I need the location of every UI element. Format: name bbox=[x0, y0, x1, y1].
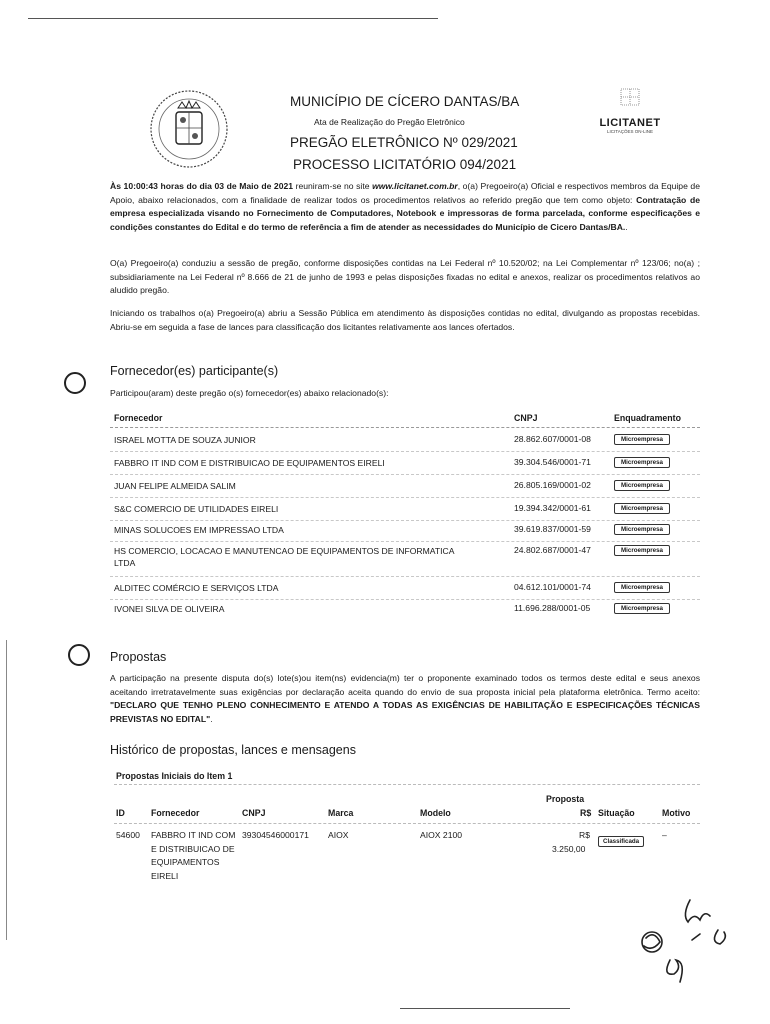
suppliers-subtitle: Participou(aram) deste pregão o(s) fornecedor(es) abaixo relacionado(s): bbox=[110, 388, 389, 398]
supplier-name: HS COMERCIO, LOCACAO E MANUTENCAO DE EQUIPAMENTOS DE INFORMATICA LTDA bbox=[114, 546, 454, 568]
supplier-cnpj: 04.612.101/0001-74 bbox=[514, 582, 591, 592]
enquadramento-badge: Microempresa bbox=[614, 545, 670, 556]
intro-end: . bbox=[625, 221, 628, 232]
hist-row-marca: AIOX bbox=[328, 830, 349, 840]
licitanet-emblem-icon bbox=[615, 86, 645, 112]
hist-col-marca: Marca bbox=[328, 808, 354, 818]
hist-row-id: 54600 bbox=[116, 830, 140, 840]
hist-row-motivo: – bbox=[662, 830, 667, 840]
table-row bbox=[110, 431, 700, 452]
licitanet-subtitle: LICITAÇÕES ON-LINE bbox=[607, 129, 653, 134]
proposals-paragraph bbox=[110, 672, 700, 726]
enquadramento-badge: Microempresa bbox=[614, 480, 670, 491]
pregao-title: PREGÃO ELETRÔNICO Nº 029/2021 bbox=[290, 135, 518, 150]
table-row bbox=[110, 454, 700, 475]
municipal-crest-icon bbox=[148, 88, 230, 170]
supplier-name: FABBRO IT IND COM E DISTRIBUICAO DE EQUIPAMENTOS EIRELI bbox=[114, 458, 385, 468]
intro-text-a: reuniram-se no site bbox=[293, 181, 373, 191]
enquadramento-badge: Microempresa bbox=[614, 582, 670, 593]
municipality-title: MUNICÍPIO DE CÍCERO DANTAS/BA bbox=[290, 94, 520, 109]
hist-col-id: ID bbox=[116, 808, 125, 818]
hist-row-proposta-value: 3.250,00 bbox=[552, 844, 586, 854]
proposals-text: A participação na presente disputa do(s) lote(s)ou item(ns) evidencia(m) ter o proponente examinado todos os termos deste edital e seus anexos aceitando irretratavelmente suas exigências por declaração aceita quando do envio de sua proposta inicial pela plataforma eletrônica. Termo aceito: bbox=[110, 673, 700, 697]
supplier-name: S&C COMERCIO DE UTILIDADES EIRELI bbox=[114, 504, 279, 514]
enquadramento-badge: Microempresa bbox=[614, 457, 670, 468]
hist-col-proposta: Proposta bbox=[546, 794, 585, 804]
licitanet-name: LICITANET bbox=[599, 117, 661, 129]
enquadramento-badge: Microempresa bbox=[614, 503, 670, 514]
supplier-name: MINAS SOLUCOES EM IMPRESSAO LTDA bbox=[114, 525, 284, 535]
table-row bbox=[110, 500, 700, 521]
enquadramento-badge: Microempresa bbox=[614, 524, 670, 535]
proposals-section-title: Propostas bbox=[110, 650, 167, 664]
intro-paragraph-1 bbox=[110, 180, 700, 234]
processo-title: PROCESSO LICITATÓRIO 094/2021 bbox=[293, 157, 517, 172]
hist-row-proposta-currency: R$ bbox=[579, 830, 590, 840]
history-divider bbox=[114, 784, 700, 785]
suppliers-section-title: Fornecedor(es) participante(s) bbox=[110, 364, 279, 378]
intro-object: Contratação de empresa especializada visando no Fornecimento de Computadores, Notebook e impressoras de forma parcelada, conforme especificações e condições constantes do Edital e do termo de referência a fim de atender as necessidades do Município de Cicero Dantas/BA. bbox=[110, 194, 700, 232]
table-row bbox=[110, 542, 700, 577]
scan-margin-mark bbox=[6, 640, 7, 940]
situacao-badge: Classificada bbox=[598, 836, 644, 847]
hist-row-fornecedor: FABBRO IT IND COM E DISTRIBUICAO DE EQUIPAMENTOS EIRELI bbox=[151, 830, 236, 881]
handwritten-signature-icon bbox=[630, 890, 740, 1000]
hist-row-modelo: AIOX 2100 bbox=[420, 830, 463, 840]
table-header-divider bbox=[110, 427, 700, 428]
history-subtitle: Propostas Iniciais do Item 1 bbox=[116, 771, 233, 781]
hist-col-modelo: Modelo bbox=[420, 808, 451, 818]
table-row bbox=[110, 600, 700, 620]
supplier-cnpj: 24.802.687/0001-47 bbox=[514, 545, 591, 555]
supplier-cnpj: 11.696.288/0001-05 bbox=[514, 603, 591, 613]
enquadramento-badge: Microempresa bbox=[614, 434, 670, 445]
hist-col-fornecedor: Fornecedor bbox=[151, 808, 200, 818]
scan-line-bottom bbox=[400, 1008, 570, 1009]
table-row bbox=[110, 477, 700, 498]
hist-row-cnpj: 39304546000171 bbox=[242, 830, 309, 840]
table-row bbox=[110, 521, 700, 542]
intro-paragraph-3: Iniciando os trabalhos o(a) Pregoeiro(a) abriu a Sessão Pública em atendimento às disposições contidas no edital, divulgando as propostas recebidas. Abriu-se em seguida a fase de lances para classificação dos licitantes relativamente aos lances ofertados. bbox=[110, 308, 700, 332]
intro-site-link: www.licitanet.com.br bbox=[372, 181, 458, 191]
licitanet-logo bbox=[590, 86, 670, 132]
intro-paragraph-2: O(a) Pregoeiro(a) conduziu a sessão de pregão, conforme disposições contidas na Lei Federal nº 10.520/02; na Lei Complementar nº 123/06; no(a) ; subsidiariamente na Lei Federal nº 8.666 de 21 de junho de 1993 e pelas disposições fixadas no edital e anexos, realizar os procedimentos relativos ao aludido pregão. bbox=[110, 258, 700, 295]
col-header-cnpj: CNPJ bbox=[514, 413, 538, 423]
col-header-fornecedor: Fornecedor bbox=[114, 413, 163, 423]
proposals-term: "DECLARO QUE TENHO PLENO CONHECIMENTO E ATENDO A TODAS AS EXIGÊNCIAS DE HABILITAÇÃO E ESPECIFICAÇÕES TÉCNICAS PREVISTAS NO EDITAL" bbox=[110, 700, 700, 724]
supplier-name: ISRAEL MOTTA DE SOUZA JUNIOR bbox=[114, 435, 256, 445]
hist-col-proposta-currency: R$ bbox=[580, 808, 592, 818]
supplier-name: ALDITEC COMÉRCIO E SERVIÇOS LTDA bbox=[114, 583, 279, 593]
handwritten-circle-mark bbox=[64, 372, 86, 394]
supplier-cnpj: 19.394.342/0001-61 bbox=[514, 503, 591, 513]
hist-col-situacao: Situação bbox=[598, 808, 635, 818]
ata-subtitle: Ata de Realização do Pregão Eletrônico bbox=[314, 117, 465, 127]
supplier-cnpj: 26.805.169/0001-02 bbox=[514, 480, 591, 490]
enquadramento-badge: Microempresa bbox=[614, 603, 670, 614]
supplier-name: JUAN FELIPE ALMEIDA SALIM bbox=[114, 481, 236, 491]
intro-datetime: Às 10:00:43 horas do dia 03 de Maio de 2021 bbox=[110, 181, 294, 191]
scan-line-top bbox=[28, 18, 438, 19]
table-row bbox=[110, 579, 700, 600]
proposals-term-end: . bbox=[210, 713, 213, 724]
hist-col-motivo: Motivo bbox=[662, 808, 691, 818]
col-header-enquadramento: Enquadramento bbox=[614, 413, 681, 423]
history-header-divider bbox=[114, 823, 700, 824]
supplier-name: IVONEI SILVA DE OLIVEIRA bbox=[114, 604, 225, 614]
history-section-title: Histórico de propostas, lances e mensagens bbox=[110, 743, 356, 757]
supplier-cnpj: 39.619.837/0001-59 bbox=[514, 524, 591, 534]
supplier-cnpj: 39.304.546/0001-71 bbox=[514, 457, 591, 467]
supplier-cnpj: 28.862.607/0001-08 bbox=[514, 434, 591, 444]
hist-row-situacao bbox=[598, 830, 644, 848]
hist-col-cnpj: CNPJ bbox=[242, 808, 266, 818]
intro-text-b: , o(a) Pregoeiro(a) Oficial e respectivos membros da Equipe de Apoio, abaixo relacionados, com a finalidade de realizar todos os procedimentos relativos ao referido pregão que tem como objeto: bbox=[110, 181, 700, 205]
handwritten-circle-mark bbox=[68, 644, 90, 666]
